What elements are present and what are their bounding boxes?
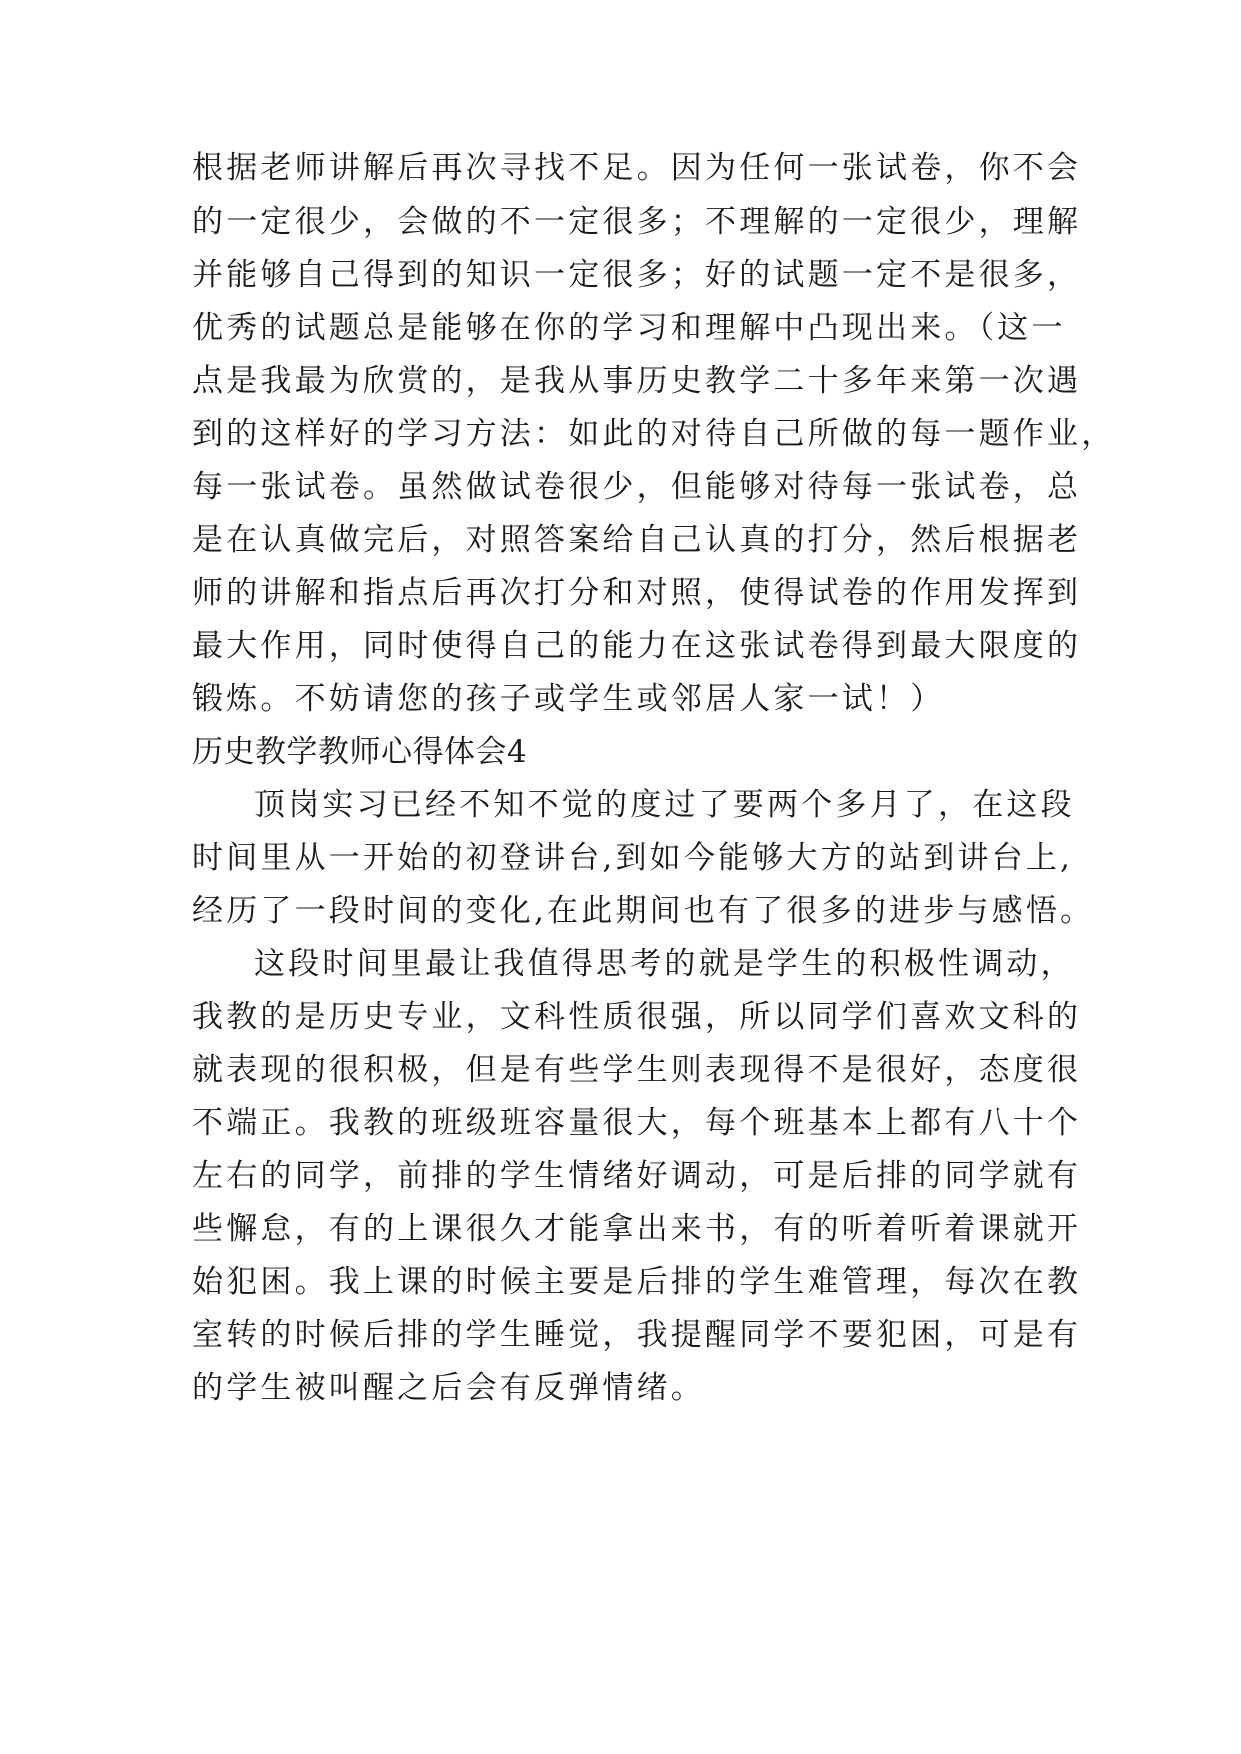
text-line: 锻炼。不妨请您的孩子或学生或邻居人家一试！） bbox=[192, 681, 945, 717]
text-line: 些懈怠，有的上课很久才能拿出来书，有的听着听着课就开 bbox=[192, 1211, 1082, 1247]
text-line: 优秀的试题总是能够在你的学习和理解中凸现出来。（这一 bbox=[192, 310, 1066, 346]
text-line: 就表现的很积极，但是有些学生则表现得不是很好，态度很 bbox=[192, 1052, 1082, 1088]
text-line: 根据老师讲解后再次寻找不足。因为任何一张试卷，你不会 bbox=[192, 150, 1082, 186]
text-line: 室转的时候后排的学生睡觉，我提醒同学不要犯困，可是有 bbox=[192, 1317, 1082, 1353]
text-line: 的学生被叫醒之后会有反弹情绪。 bbox=[192, 1370, 705, 1406]
section-heading: 历史教学教师心得体会4 bbox=[192, 734, 528, 770]
text-line: 的一定很少，会做的不一定很多；不理解的一定很少，理解 bbox=[192, 204, 1082, 240]
text-line: 始犯困。我上课的时候主要是后排的学生难管理，每次在教 bbox=[192, 1264, 1082, 1300]
text-line: 不端正。我教的班级班容量很大，每个班基本上都有八十个 bbox=[192, 1105, 1082, 1141]
text-line: 我教的是历史专业，文科性质很强，所以同学们喜欢文科的 bbox=[192, 999, 1082, 1035]
text-line: 时间里从一开始的初登讲台,到如今能够大方的站到讲台上, bbox=[192, 840, 1074, 876]
text-line: 并能够自己得到的知识一定很多；好的试题一定不是很多， bbox=[192, 257, 1082, 293]
text-line: 点是我最为欣赏的，是我从事历史教学二十多年来第一次遇 bbox=[192, 363, 1082, 399]
text-line: 顶岗实习已经不知不觉的度过了要两个多月了，在这段 bbox=[254, 787, 1075, 823]
text-line: 每一张试卷。虽然做试卷很少，但能够对待每一张试卷，总 bbox=[192, 469, 1082, 505]
text-line: 最大作用，同时使得自己的能力在这张试卷得到最大限度的 bbox=[192, 628, 1082, 664]
text-line: 这段时间里最让我值得思考的就是学生的积极性调动， bbox=[254, 946, 1075, 982]
text-line: 是在认真做完后，对照答案给自己认真的打分，然后根据老 bbox=[192, 522, 1082, 558]
text-line: 到的这样好的学习方法：如此的对待自己所做的每一题作业， bbox=[192, 416, 1116, 452]
text-line: 师的讲解和指点后再次打分和对照，使得试卷的作用发挥到 bbox=[192, 575, 1082, 611]
text-line: 左右的同学，前排的学生情绪好调动，可是后排的同学就有 bbox=[192, 1158, 1082, 1194]
text-line: 经历了一段时间的变化,在此期间也有了很多的进步与感悟。 bbox=[192, 893, 1095, 929]
